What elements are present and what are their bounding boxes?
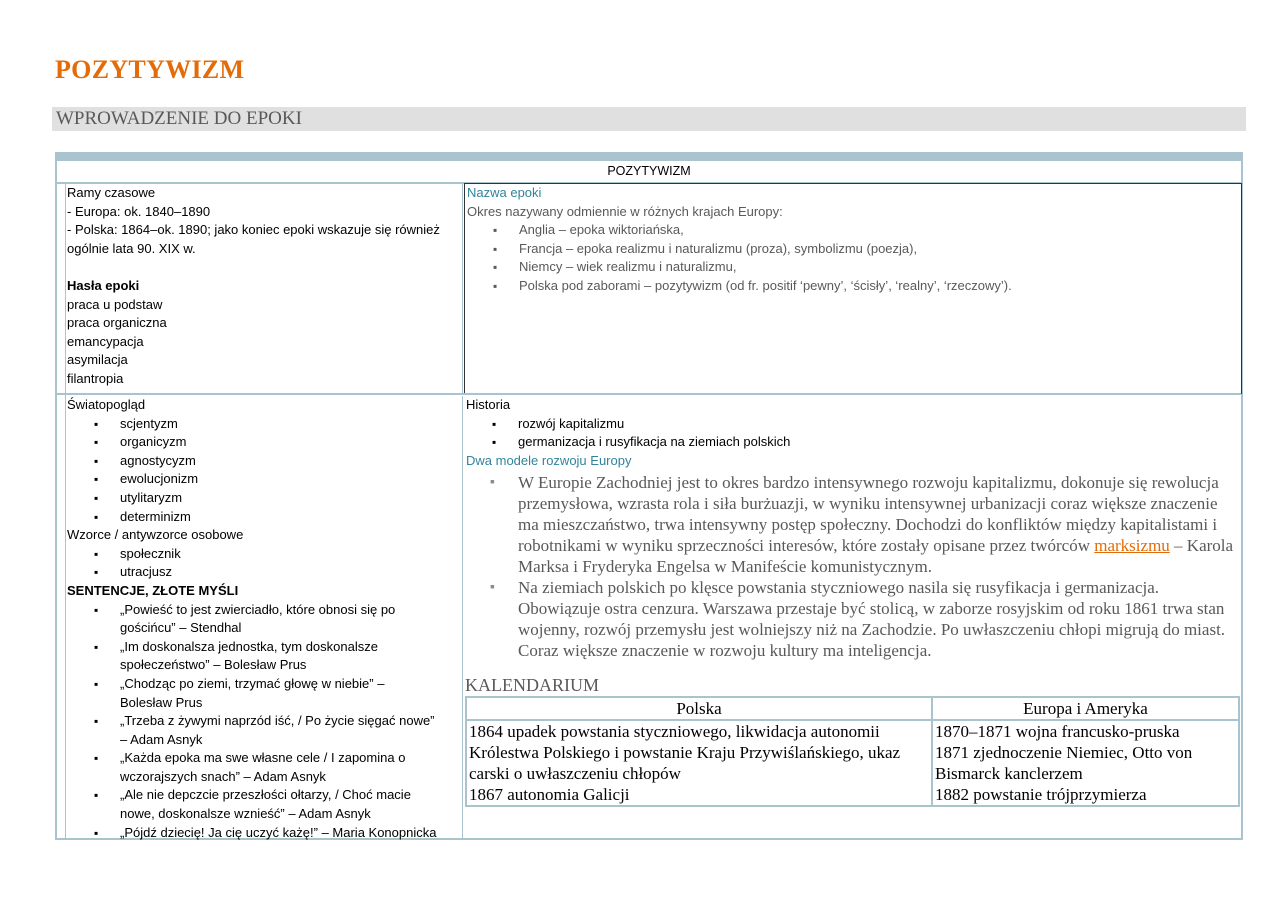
kal-polska-cell [466,720,932,806]
quote-line: „Każda epoka ma swe własne cele / I zapomina o [120,750,406,766]
list-item: ▪ determinizm [66,508,462,527]
quote-item [66,824,462,843]
haslo-item: asymilacja [67,352,128,368]
kal-line: 1867 autonomia Galicji [469,784,630,804]
haslo-item: praca u podstaw [67,296,163,312]
spacer [65,258,462,277]
nazwa-heading: Nazwa epoki [467,185,542,200]
nazwa-list [465,221,1241,295]
quote-line: społeczeństwo” – Bolesław Prus [120,657,307,673]
list-item: ▪ agnostycyzm [66,452,462,471]
kal-europa-cell [932,720,1239,806]
quote-line: „Trzeba z żywymi naprzód iść, / Po życie sięgać nowe” [120,713,435,729]
kal-line: Królestwa Polskiego i powstanie Kraju Przywiślańskiego, ukaz [469,742,901,762]
swiatopoglad-list [66,415,462,527]
kal-line: 1882 powstanie trójprzymierza [935,784,1147,804]
quote-item [66,712,462,749]
kal-col-europa: Europa i Ameryka [932,697,1239,720]
historia-cell [464,396,1242,840]
modele-list [464,472,1242,661]
hasla-heading: Hasła epoki [67,277,140,293]
quote-item [66,749,462,786]
list-item: ▪ społecznik [66,545,462,564]
quote-line: – Adam Asnyk [120,731,203,747]
kal-col-polska: Polska [466,697,932,720]
modele-item-west [464,472,1242,577]
ramy-polska-line1: - Polska: 1864–ok. 1890; jako koniec epoki wskazuje się również [67,222,440,238]
wzorce-list [66,545,462,582]
kal-line: 1871 zjednoczenie Niemiec, Otto von [935,742,1193,762]
quote-line: „Pójdź dziecię! Ja cię uczyć każę!” – Maria Konopnicka [120,824,437,840]
kalendarium-heading: KALENDARIUM [465,675,599,696]
kalendarium-table [465,696,1240,807]
quote-line: gościńcu” – Stendhal [120,620,242,636]
table-top-band [57,154,1241,161]
ramy-heading: Ramy czasowe [67,185,156,200]
kal-line: Bismarck kanclerzem [935,763,1083,783]
kal-line: 1864 upadek powstania styczniowego, likwidacja autonomii [469,721,880,741]
epoch-table [55,152,1243,840]
list-item: ▪ Anglia – epoka wiktoriańska, [465,221,1241,240]
quote-line: „Chodząc po ziemi, trzymać głowę w niebie” – [120,675,385,691]
sentencje-list [66,601,462,843]
haslo-item: filantropia [67,370,124,386]
quote-item [66,675,462,712]
quote-line: „Im doskonalsza jednostka, tym doskonalsze [120,638,378,654]
historia-list [464,415,1242,452]
list-item: ▪ organicyzm [66,433,462,452]
haslo-item: praca organiczna [67,315,167,331]
row-divider [57,393,1241,395]
nazwa-intro: Okres nazywany odmiennie w różnych krajach Europy: [467,203,783,219]
section-subtitle: WPROWADZENIE DO EPOKI [56,108,302,129]
quote-item [66,786,462,823]
list-item: ▪ utracjusz [66,563,462,582]
quote-line: „Powieść to jest zwierciadło, które obnosi się po [120,601,396,617]
kal-line: carski o uwłaszczeniu chłopów [469,763,681,783]
list-item: ▪ utylitaryzm [66,489,462,508]
quote-item [66,601,462,638]
quote-line: wczorajszych snach” – Adam Asnyk [120,768,326,784]
ramy-europa: - Europa: ok. 1840–1890 [67,203,211,219]
list-item: ▪ rozwój kapitalizmu [464,415,1242,434]
quote-line: Bolesław Prus [120,694,203,710]
ramy-hasla-cell [65,184,463,393]
swiatopoglad-heading: Światopogląd [67,397,146,412]
sentencje-heading: SENTENCJE, ZŁOTE MYŚLI [67,582,239,598]
list-item: ▪ Polska pod zaborami – pozytywizm (od fr. positif ‘pewny’, ‘ścisły’, ‘realny’, ‘rzeczowy’). [465,277,1241,296]
list-item: ▪ ewolucjonizm [66,470,462,489]
quote-line: „Ale nie depczcie przeszłości ołtarzy, / Choć macie [120,787,411,803]
wzorce-heading: Wzorce / antywzorce osobowe [67,527,244,543]
swiatopoglad-cell [65,396,463,840]
modele-text: – Karola Marksa i Fryderyka Engelsa w Manifeście komunistycznym. [518,536,1234,577]
modele-heading: Dwa modele rozwoju Europy [466,452,632,468]
kal-line: 1870–1871 wojna francusko-pruska [935,721,1180,741]
list-item: ▪ germanizacja i rusyfikacja na ziemiach polskich [464,433,1242,452]
haslo-item: emancypacja [67,333,144,349]
quote-line: nowe, doskonalsze wznieść” – Adam Asnyk [120,806,371,822]
nazwa-epoki-cell [464,183,1242,394]
historia-heading: Historia [466,397,511,412]
modele-text: W Europie Zachodniej jest to okres bardzo intensywnego rozwoju kapitalizmu, dokonuje się rewolucja przemysłowa, wzrasta rola i siła burżuazji, w wyniku intensywnej urbanizacji coraz większe znaczenie ma mieszczaństwo, trwa intensywny postęp społeczny. Dochodzi do konfliktów między kapitalistami i robotnikami w wyniku sprzeczności interesów, które zostały opisane przez twórców [518,473,1219,556]
list-item: ▪ Francja – epoka realizmu i naturalizmu (proza), symbolizmu (poezja), [465,240,1241,259]
list-item: ▪ scjentyzm [66,415,462,434]
list-item: ▪ Niemcy – wiek realizmu i naturalizmu, [465,258,1241,277]
quote-item [66,638,462,675]
modele-item-poland: ▪ Na ziemiach polskich po klęsce powstania styczniowego nasila się rusyfikacja i germanizacja. Obowiązuje ostra cenzura. Warszawa przestaje być stolicą, w zaborze rosyjskim od roku 1861 trwa stan wojenny, rozwój przemysłu jest wolniejszy niż na Zachodzie. Po uwłaszczeniu chłopi migrują do miast. Coraz większe znaczenie w rozwoju kultury ma inteligencja. [464,577,1242,661]
document-title: POZYTYWIZM [55,55,245,84]
table-header: POZYTYWIZM [57,161,1241,184]
ramy-polska-line2: ogólnie lata 90. XIX w. [67,240,196,256]
marksizm-link[interactable]: marksizmu [1094,536,1170,556]
